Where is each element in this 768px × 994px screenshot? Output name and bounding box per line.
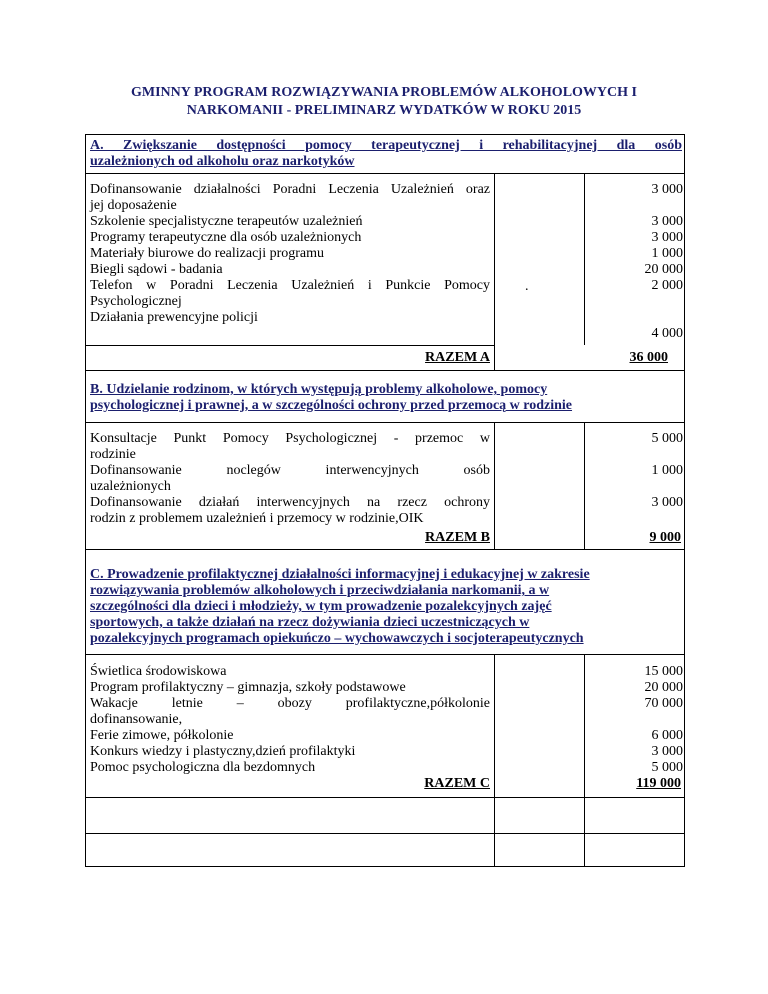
section-c-item: Wakacje letnie – obozy profilaktyczne,półkolonie <box>90 696 490 711</box>
section-c-heading-line-3: szczególności dla dzieci i młodzieży, w tym prowadzenie pozalekcyjnych zajęć <box>90 599 552 614</box>
amount: 1 000 <box>651 463 683 478</box>
amount: 5 000 <box>651 760 683 775</box>
section-a-item: Psychologicznej <box>90 294 182 309</box>
section-b-item: Dofinansowanie działań interwencyjnych na rzecz ochrony <box>90 495 490 510</box>
budget-table <box>85 134 685 867</box>
section-c-heading <box>90 567 682 647</box>
amount <box>603 479 683 495</box>
section-a-item: Biegli sądowi - badania <box>90 262 223 277</box>
row-divider <box>86 173 684 174</box>
section-c-heading-line-4: sportowych, a także działań na rzecz dożywiania dzieci uczestniczących w <box>90 615 530 630</box>
amount: 20 000 <box>644 262 683 277</box>
section-b-total-value: 9 000 <box>649 530 681 545</box>
column-divider <box>494 654 495 867</box>
amount: 15 000 <box>644 664 683 679</box>
amount <box>603 712 683 728</box>
section-a-item: Dofinansowanie działalności Poradni Leczenia Uzależnień oraz <box>90 182 490 197</box>
section-a-item: jej doposażenie <box>90 198 177 213</box>
section-b-item: rodzin z problemem uzależnień i przemocy w rodzinie,OIK <box>90 511 424 526</box>
document-title <box>0 84 768 120</box>
row-divider <box>86 422 684 423</box>
section-a-heading <box>90 138 682 170</box>
row-divider <box>86 345 495 346</box>
row-divider <box>86 797 684 798</box>
section-c-item: Pomoc psychologiczna dla bezdomnych <box>90 760 316 775</box>
amount: 2 000 <box>651 278 683 293</box>
section-b-item: rodzinie <box>90 447 136 462</box>
section-b-item: uzależnionych <box>90 479 171 494</box>
section-c-heading-line-1: C. Prowadzenie profilaktycznej działalności informacyjnej i edukacyjnej w zakresie <box>90 567 590 582</box>
section-a-item: Materiały biurowe do realizacji programu <box>90 246 325 261</box>
section-b-item: Konsultacje Punkt Pomocy Psychologicznej - przemoc w <box>90 431 490 446</box>
section-a-item: Działania prewencyjne policji <box>90 310 258 325</box>
section-c-item: Program profilaktyczny – gimnazja, szkoły podstawowe <box>90 680 406 695</box>
amount <box>603 310 683 326</box>
amount: 70 000 <box>644 696 683 711</box>
section-b-heading-line-1: B. Udzielanie rodzinom, w których występują problemy alkoholowe, pomocy <box>90 382 548 397</box>
amount <box>603 198 683 214</box>
section-a-amounts <box>603 182 683 342</box>
section-c-item: Ferie zimowe, półkolonie <box>90 728 234 743</box>
section-a-heading-line-2: uzależnionych od alkoholu oraz narkotyków <box>90 154 355 169</box>
section-c-items <box>90 664 490 776</box>
row-divider <box>86 370 684 371</box>
amount <box>603 511 683 527</box>
amount: 6 000 <box>651 728 683 743</box>
amount <box>603 447 683 463</box>
section-b-amounts <box>603 431 683 527</box>
amount: 4 000 <box>651 326 683 341</box>
amount: 3 000 <box>651 744 683 759</box>
title-line-2: NARKOMANII - PRELIMINARZ WYDATKÓW W ROKU 2015 <box>186 103 582 118</box>
row-divider <box>86 549 684 550</box>
section-b-item: Dofinansowanie noclegów interwencyjnych osób <box>90 463 490 478</box>
section-b-heading-line-2: psychologicznej i prawnej, a w szczególności ochrony przed przemocą w rodzinie <box>90 398 573 413</box>
section-a-heading-line-1: A. Zwiększanie dostępności pomocy terapeutycznej i rehabilitacyjnej dla osób <box>90 138 682 153</box>
amount: 3 000 <box>651 495 683 510</box>
section-c-heading-line-2: rozwiązywania problemów alkoholowych i przeciwdziałania narkomanii, a w <box>90 583 550 598</box>
column-divider <box>494 173 495 370</box>
section-c-item: Świetlica środowiskowa <box>90 664 227 679</box>
section-a-items <box>90 182 490 326</box>
section-a-total-value: 36 000 <box>629 350 668 365</box>
section-a-item: Telefon w Poradni Leczenia Uzależnień i Punkcie Pomocy <box>90 278 490 293</box>
amount: 3 000 <box>651 214 683 229</box>
section-b-heading <box>90 382 682 414</box>
amount <box>603 294 683 310</box>
section-c-total-label: RAZEM C <box>424 776 490 791</box>
section-c-item: dofinansowanie, <box>90 712 183 727</box>
section-a-total-label: RAZEM A <box>425 350 490 365</box>
title-line-1: GMINNY PROGRAM ROZWIĄZYWANIA PROBLEMÓW ALKOHOLOWYCH I <box>131 85 637 100</box>
section-a-item: Programy terapeutyczne dla osób uzależnionych <box>90 230 362 245</box>
amount: 3 000 <box>651 230 683 245</box>
section-b-total-label: RAZEM B <box>425 530 490 545</box>
section-b-items <box>90 431 490 527</box>
row-divider <box>86 654 684 655</box>
column-divider <box>584 654 585 867</box>
stray-dot: . <box>525 279 529 294</box>
column-divider <box>494 422 495 550</box>
row-divider <box>86 833 684 834</box>
section-c-item: Konkurs wiedzy i plastyczny,dzień profilaktyki <box>90 744 356 759</box>
column-divider <box>584 422 585 550</box>
section-a-item: Szkolenie specjalistyczne terapeutów uzależnień <box>90 214 363 229</box>
section-c-heading-line-5: pozalekcyjnych programach opiekuńczo – wychowawczych i socjoterapeutycznych <box>90 631 584 646</box>
section-c-amounts <box>603 664 683 776</box>
amount: 1 000 <box>651 246 683 261</box>
column-divider <box>584 173 585 345</box>
amount: 20 000 <box>644 680 683 695</box>
amount: 5 000 <box>651 431 683 446</box>
section-c-total-value: 119 000 <box>636 776 681 791</box>
amount: 3 000 <box>651 182 683 197</box>
